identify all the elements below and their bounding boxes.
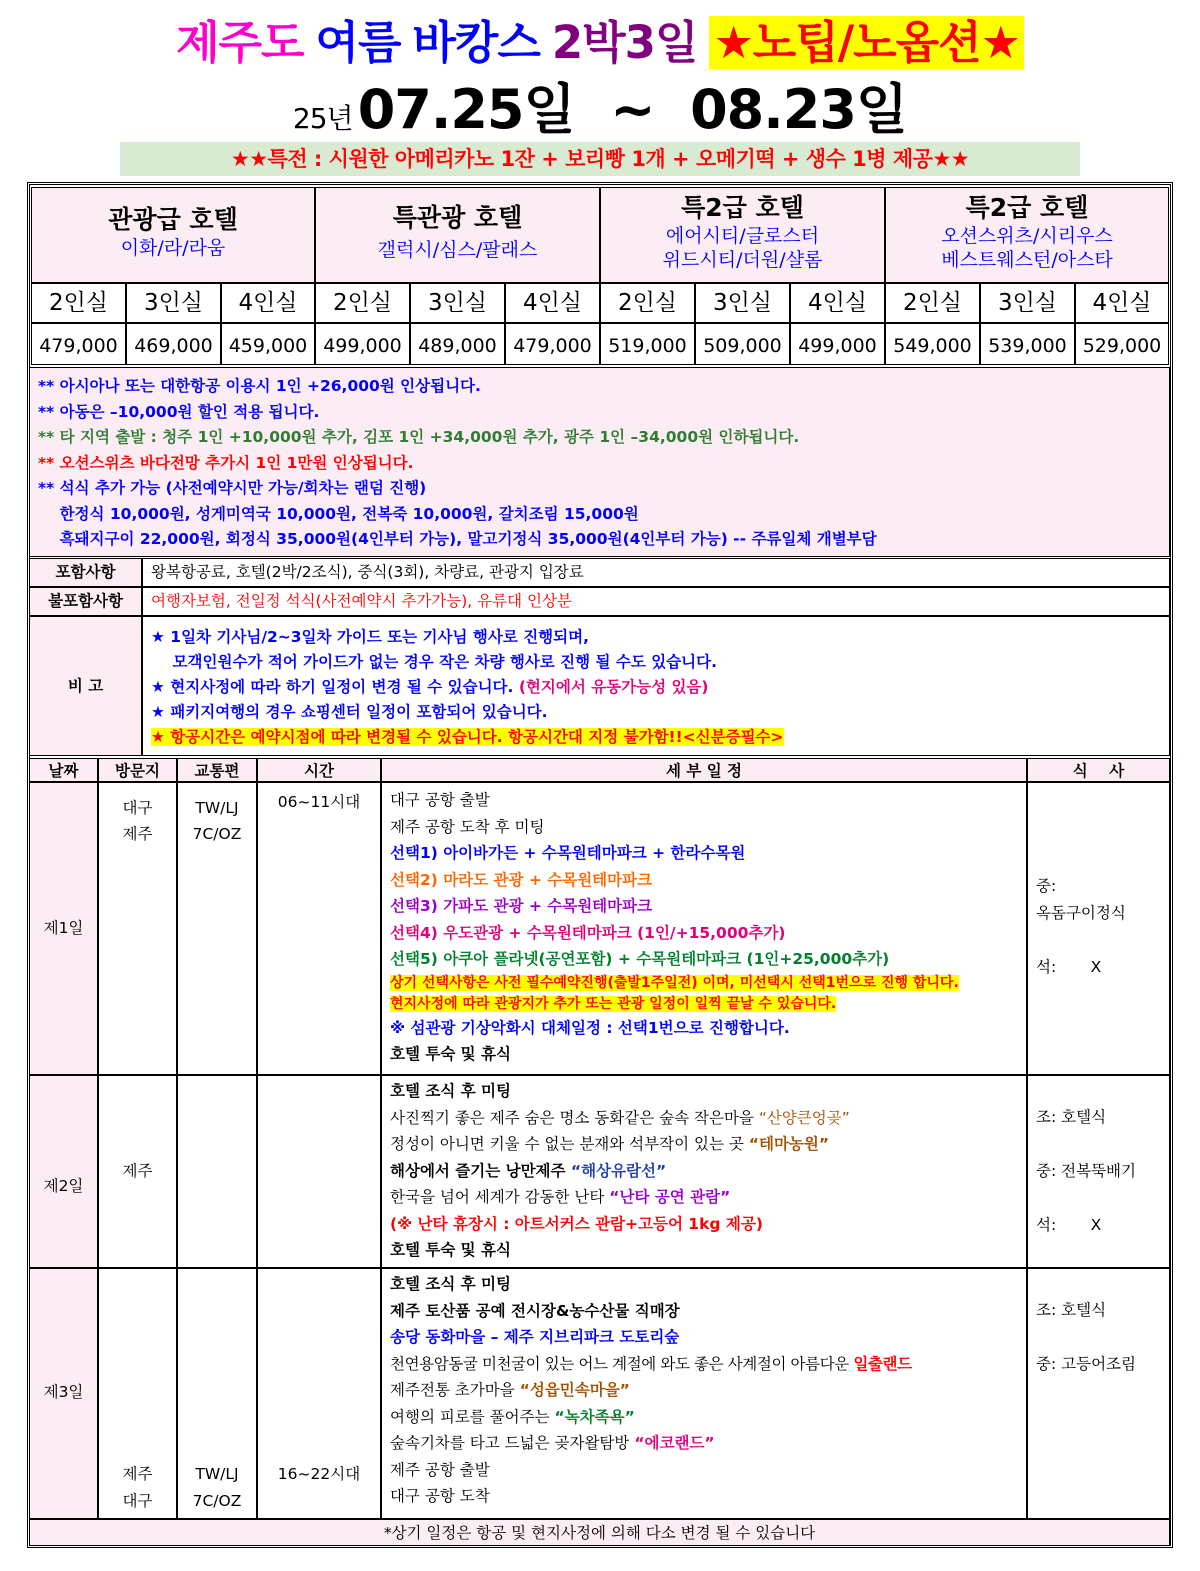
price-cell: 509,000 <box>695 323 790 365</box>
price-cell: 499,000 <box>790 323 885 365</box>
day1-time: 06~11시대 <box>257 782 381 1075</box>
day3-places <box>98 1268 177 1519</box>
hotel-list: 위드시티/더원/샬롬 <box>662 249 823 271</box>
col-header-meals: 식 사 <box>1027 758 1170 782</box>
day2-time <box>257 1075 381 1268</box>
col-header-transport: 교통편 <box>177 758 257 782</box>
remark-text: ★ 항공시간은 예약시점에 따라 변경될 수 있습니다. 항공시간대 지정 불가함!!<신분증필수> <box>151 728 784 746</box>
room-4p: 4인실 <box>1075 283 1169 323</box>
included-label: 포함사항 <box>29 558 142 587</box>
remark-line <box>151 675 1169 700</box>
hotel-list: 베스트웨스턴/아스타 <box>941 249 1113 271</box>
price-cell: 539,000 <box>980 323 1075 365</box>
place: 대구 <box>122 1492 153 1510</box>
place: 제주 <box>122 825 153 843</box>
detail-line: 호텔 조식 후 미팅 <box>390 1275 512 1293</box>
price-cell: 469,000 <box>126 323 221 365</box>
price-cell: 499,000 <box>315 323 410 365</box>
remark-line <box>151 625 1169 650</box>
detail-text: 상기 선택사항은 사전 필수예약진행(출발1주일전) 이며, 미선택시 선택1번으로 진행 합니다. <box>390 974 959 991</box>
meal-line: 조: 호텔식 <box>1036 1301 1107 1319</box>
detail-line: 호텔 투숙 및 휴식 <box>390 1241 512 1259</box>
detail-highlight: “성읍민속마을” <box>519 1381 630 1399</box>
detail-line: 제주 토산품 공예 전시장&농수산물 직매장 <box>390 1301 680 1320</box>
note-line: ** 석식 추가 가능 (사전예약시만 가능/회차는 랜덤 진행) <box>38 479 427 497</box>
note-line: 흑돼지구이 22,000원, 회정식 35,000원(4인부터 가능), 말고기정식 35,000원(4인부터 가능) -- 주류일체 개별부담 <box>38 530 877 548</box>
detail-line: 대구 공항 출발 <box>390 791 490 809</box>
detail-text: 천연용암동굴 미천굴이 있는 어느 계절에 와도 좋은 사계절이 아름다운 <box>390 1354 854 1373</box>
flight-code: 7C/OZ <box>192 825 242 843</box>
col-header-date: 날짜 <box>29 758 98 782</box>
excluded-label: 불포함사항 <box>29 587 142 616</box>
room-2p: 2인실 <box>885 283 980 323</box>
detail-line: 호텔 투숙 및 휴식 <box>390 1045 512 1063</box>
note-line: ** 오션스위츠 바다전망 추가시 1인 1만원 인상됩니다. <box>38 453 414 472</box>
price-cell: 549,000 <box>885 323 980 365</box>
hotel-header-3 <box>600 187 885 283</box>
detail-line <box>390 994 1026 1015</box>
day1-transport <box>177 782 257 1075</box>
detail-text: 여행의 피로를 풀어주는 <box>390 1407 555 1426</box>
note-line: ** 타 지역 출발 : 청주 1인 +10,000원 추가, 김포 1인 +34,000원 추가, 광주 1인 –34,000원 인하됩니다. <box>38 428 800 446</box>
detail-text: 제주전통 초가마을 <box>390 1381 520 1399</box>
price-cell: 459,000 <box>221 323 315 365</box>
remark-text: ★ 패키지여행의 경우 쇼핑센터 일정이 포함되어 있습니다. <box>151 703 548 721</box>
detail-text: 한국을 넘어 세계가 감동한 난타 <box>390 1188 610 1206</box>
detail-line: 선택1) 아이바가든 + 수목원테마파크 + 한라수목원 <box>390 844 746 862</box>
detail-text: 해상에서 즐기는 낭만제주 <box>390 1161 571 1180</box>
date-period: 07.25일 ~ 08.23일 <box>357 78 908 141</box>
room-4p: 4인실 <box>505 283 600 323</box>
detail-text: 사진찍기 좋은 제주 숨은 명소 동화같은 숲속 작은마을 <box>390 1108 759 1127</box>
detail-highlight: “테마농원” <box>748 1135 830 1153</box>
day2-transport <box>177 1075 257 1268</box>
hotel-name: 특관광 호텔 <box>392 203 523 232</box>
meal-line: 조: 호텔식 <box>1036 1108 1107 1126</box>
day3-time: 16~22시대 <box>257 1268 381 1519</box>
flight-code: TW/LJ <box>195 1465 239 1483</box>
detail-line <box>390 973 1026 994</box>
col-header-place: 방문지 <box>98 758 177 782</box>
meal-line: 중: <box>1036 877 1057 895</box>
remark-text: ★ 현지사정에 따라 하기 일정이 변경 될 수 있습니다. <box>151 678 514 696</box>
detail-highlight: “난타 공연 관람” <box>609 1188 731 1206</box>
remark-text: (현지에서 유동가능성 있음) <box>518 678 709 696</box>
detail-highlight: “녹차족욕” <box>554 1407 635 1426</box>
room-3p: 3인실 <box>695 283 790 323</box>
hotel-list: 에어시티/글로스터 <box>665 225 820 247</box>
bonus-banner: ★★특전 : 시원한 아메리카노 1잔 + 보리빵 1개 + 오메기떡 + 생수 1병 제공★★ <box>120 142 1080 176</box>
title-word-jeju: 제주도 <box>176 16 304 69</box>
detail-highlight: “해상유람선” <box>570 1161 667 1180</box>
detail-line: 제주 공항 도착 후 미팅 <box>390 817 545 836</box>
hotel-list: 이화/라/라움 <box>120 237 226 259</box>
detail-line <box>390 1430 1026 1457</box>
detail-line: 선택3) 가파도 관광 + 수목원테마파크 <box>390 897 653 915</box>
day3-meals <box>1027 1268 1170 1519</box>
flight-code: 7C/OZ <box>192 1492 242 1510</box>
remarks-label: 비 고 <box>29 616 142 756</box>
hotel-list: 갤럭시/심스/팔래스 <box>377 239 538 261</box>
place: 대구 <box>122 799 153 817</box>
detail-line <box>390 1131 1026 1158</box>
detail-line <box>390 1377 1026 1404</box>
detail-line <box>390 1158 1026 1185</box>
title-no-tip-badge: ★노팁/노옵션★ <box>709 16 1023 69</box>
detail-line: 대구 공항 도착 <box>390 1487 490 1505</box>
remark-text: 모객인원수가 적어 가이드가 없는 경우 작은 차량 행사로 진행 될 수도 있습니다. <box>151 653 717 671</box>
detail-line <box>390 1351 1026 1378</box>
day1-places <box>98 782 177 1075</box>
price-cell: 489,000 <box>410 323 505 365</box>
price-notes <box>29 367 1170 557</box>
date-year: 25년 <box>292 102 353 135</box>
meal-line: 옥돔구이정식 <box>1036 904 1126 922</box>
day3-transport <box>177 1268 257 1519</box>
detail-line <box>390 1105 1026 1132</box>
meal-line: 중: 고등어조림 <box>1036 1355 1136 1373</box>
detail-highlight: “에코랜드” <box>634 1434 715 1452</box>
room-4p: 4인실 <box>790 283 885 323</box>
detail-line: 송당 동화마을 – 제주 지브리파크 도토리숲 <box>390 1328 680 1346</box>
hotel-header-1 <box>31 187 315 283</box>
hotel-name: 특2급 호텔 <box>965 193 1089 222</box>
hotel-header-2 <box>315 187 600 283</box>
room-2p: 2인실 <box>600 283 695 323</box>
meal-line: 석: X <box>1036 958 1102 976</box>
detail-line: 선택2) 마라도 관광 + 수목원테마파크 <box>390 870 653 889</box>
page-title <box>0 14 1200 72</box>
room-4p: 4인실 <box>221 283 315 323</box>
detail-highlight: 일출랜드 <box>853 1354 912 1373</box>
excluded-text: 여행자보험, 전일정 석식(사전예약시 추가가능), 유류대 인상분 <box>142 587 1170 616</box>
title-word-summer: 여름 <box>315 16 401 69</box>
hotel-header-4 <box>885 187 1169 283</box>
day3-label: 제3일 <box>29 1268 98 1519</box>
detail-text: 숲속기차를 타고 드넓은 곶자왈탐방 <box>390 1434 635 1452</box>
place: 제주 <box>122 1465 153 1483</box>
day1-label: 제1일 <box>29 782 98 1075</box>
detail-line: 제주 공항 출발 <box>390 1460 490 1479</box>
day3-details <box>381 1268 1027 1519</box>
flight-code: TW/LJ <box>195 799 239 817</box>
detail-line: ※ 섬관광 기상악화시 대체일정 : 선택1번으로 진행합니다. <box>390 1018 790 1037</box>
price-cell: 529,000 <box>1075 323 1169 365</box>
day2-label: 제2일 <box>29 1075 98 1268</box>
room-3p: 3인실 <box>980 283 1075 323</box>
day1-details <box>381 782 1027 1075</box>
col-header-time: 시간 <box>257 758 381 782</box>
day2-details <box>381 1075 1027 1268</box>
price-cell: 519,000 <box>600 323 695 365</box>
room-2p: 2인실 <box>31 283 126 323</box>
room-3p: 3인실 <box>410 283 505 323</box>
detail-line: 선택5) 아쿠아 플라넷(공연포함) + 수목원테마파크 (1인+25,000추가) <box>390 950 890 968</box>
detail-line: 선택4) 우도관광 + 수목원테마파크 (1인/+15,000추가) <box>390 923 786 942</box>
remark-line <box>151 725 1169 750</box>
price-cell: 479,000 <box>31 323 126 365</box>
included-text: 왕복항공료, 호텔(2박/2조식), 중식(3회), 차량료, 관광지 입장료 <box>142 558 1170 587</box>
day1-meals <box>1027 782 1170 1075</box>
detail-line: 호텔 조식 후 미팅 <box>390 1082 512 1100</box>
day2-places: 제주 <box>98 1075 177 1268</box>
note-line: ** 아시아나 또는 대한항공 이용시 1인 +26,000원 인상됩니다. <box>38 377 481 395</box>
hotel-name: 관광급 호텔 <box>108 205 238 234</box>
day2-meals <box>1027 1075 1170 1268</box>
room-2p: 2인실 <box>315 283 410 323</box>
remark-line <box>151 650 1169 675</box>
remark-line <box>151 700 1169 725</box>
title-word-duration: 2박3일 <box>551 16 698 69</box>
footer-note: *상기 일정은 항공 및 현지사정에 의해 다소 변경 될 수 있습니다 <box>29 1519 1170 1546</box>
remarks-content <box>142 616 1170 756</box>
col-header-details: 세 부 일 정 <box>381 758 1027 782</box>
hotel-name: 특2급 호텔 <box>681 193 804 222</box>
note-line: 한정식 10,000원, 성게미역국 10,000원, 전복죽 10,000원, 갈치조림 15,000원 <box>38 504 639 523</box>
title-word-vacance: 바캉스 <box>412 16 540 69</box>
meal-line: 석: X <box>1036 1216 1102 1234</box>
detail-text: 현지사정에 따라 관광지가 추가 또는 관광 일정이 일찍 끝날 수 있습니다. <box>390 995 837 1012</box>
detail-text: 정성이 아니면 키울 수 없는 분재와 석부작이 있는 곳 <box>390 1135 749 1153</box>
remark-text: ★ 1일차 기사님/2~3일차 가이드 또는 기사님 행사로 진행되며, <box>151 628 589 646</box>
hotel-list: 오션스위츠/시리우스 <box>941 225 1113 247</box>
detail-highlight: “산양큰엉곶” <box>758 1108 850 1127</box>
meal-line: 중: 전복뚝배기 <box>1036 1162 1136 1180</box>
price-cell: 479,000 <box>505 323 600 365</box>
note-line: ** 아동은 –10,000원 할인 적용 됩니다. <box>38 402 320 421</box>
room-3p: 3인실 <box>126 283 221 323</box>
detail-line <box>390 1404 1026 1431</box>
detail-line <box>390 1184 1026 1211</box>
detail-line: (※ 난타 휴장시 : 아트서커스 관람+고등어 1kg 제공) <box>390 1214 763 1233</box>
